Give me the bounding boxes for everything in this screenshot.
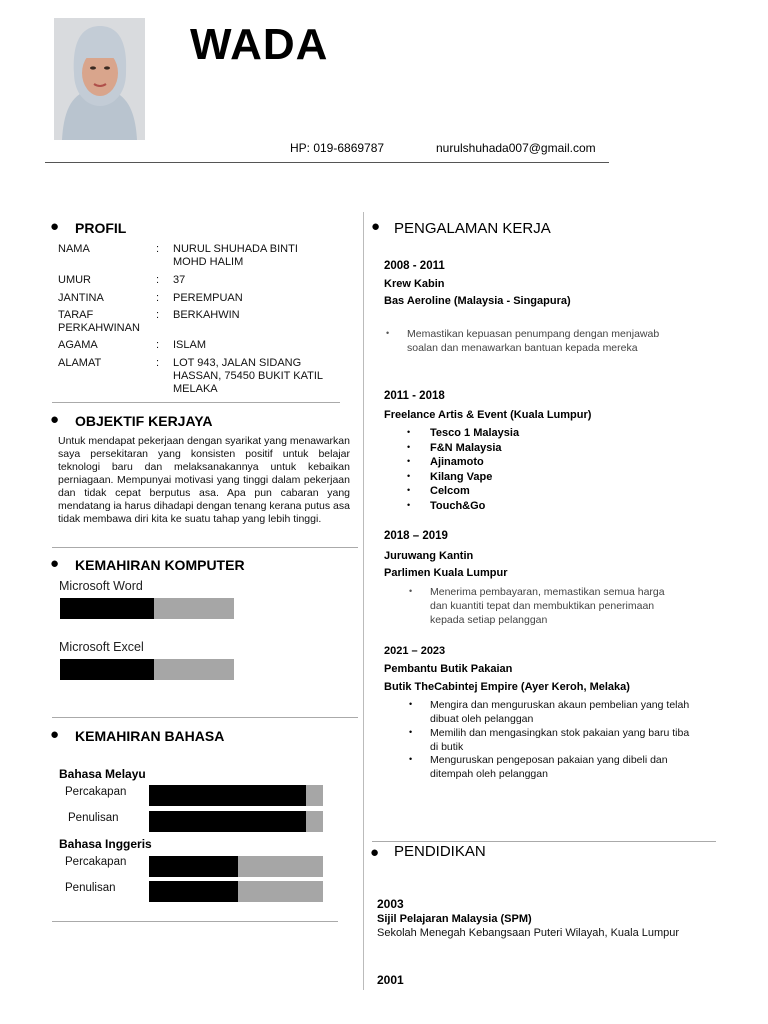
phone-number: HP: 019-6869787	[290, 141, 385, 155]
language-name: Bahasa Inggeris	[59, 837, 152, 851]
section-bullet-icon: ●	[50, 218, 60, 235]
section-bullet-icon: ●	[50, 411, 60, 428]
profil-value: PEREMPUAN	[173, 292, 243, 304]
language-skill-label: Penulisan	[65, 882, 116, 894]
job-duty: Menerima pembayaran, memastikan semua harga dan kuantiti tepat dan membuktikan penerimaan kepada setiap pelanggan	[430, 586, 665, 626]
profil-value: 37	[173, 274, 186, 286]
job-role: Pembantu Butik Pakaian	[384, 663, 513, 675]
profil-sep: :	[156, 309, 160, 321]
section-title-profil: PROFIL	[75, 220, 127, 236]
profil-key: AGAMA	[58, 339, 98, 351]
profil-sep: :	[156, 339, 160, 351]
bullet-icon: •	[407, 470, 411, 481]
language-bar	[149, 785, 323, 806]
client-name: Celcom	[430, 485, 470, 497]
column-divider	[363, 212, 364, 990]
job-years: 2011 - 2018	[384, 390, 445, 402]
job-duty: Memilih dan mengasingkan stok pakaian yang baru tiba di butik	[430, 727, 690, 753]
language-bar-fill	[149, 856, 238, 877]
bullet-icon: •	[409, 754, 413, 764]
section-bullet-icon: ●	[370, 844, 380, 861]
section-divider	[52, 921, 338, 922]
profil-sep: :	[156, 357, 160, 369]
education-year: 2001	[377, 973, 404, 987]
skill-bar	[60, 659, 234, 680]
education-school: Sekolah Menegah Kebangsaan Puteri Wilayah, Kuala Lumpur	[377, 927, 680, 939]
job-years: 2018 – 2019	[384, 530, 448, 542]
profil-key: ALAMAT	[58, 357, 102, 369]
job-role: Freelance Artis & Event (Kuala Lumpur)	[384, 409, 592, 421]
education-qualification: Sijil Pelajaran Malaysia (SPM)	[377, 913, 532, 925]
language-bar	[149, 811, 323, 832]
bullet-icon: •	[409, 586, 413, 596]
job-duty: Menguruskan pengeposan pakaian yang dibeli dan ditempah oleh pelanggan	[430, 754, 668, 780]
profil-value: LOT 943, JALAN SIDANG HASSAN, 75450 BUKIT KATIL MELAKA	[173, 357, 323, 395]
bullet-icon: •	[409, 727, 413, 737]
bullet-icon: •	[407, 485, 411, 495]
job-role: Krew Kabin	[384, 278, 445, 290]
profil-key: NAMA	[58, 243, 90, 255]
skill-label: Microsoft Word	[59, 579, 143, 593]
profil-value: ISLAM	[173, 339, 207, 351]
section-divider	[52, 402, 340, 403]
skill-bar-fill	[60, 659, 154, 680]
client-name: Ajinamoto	[430, 456, 484, 468]
job-years: 2008 - 2011	[384, 260, 445, 272]
skill-bar	[60, 598, 234, 619]
job-duty: Memastikan kepuasan penumpang dengan menjawab soalan dan menawarkan bantuan kepada mereka	[407, 328, 660, 354]
skill-label: Microsoft Excel	[59, 640, 144, 654]
client-name: Touch&Go	[430, 499, 486, 512]
profile-photo	[54, 18, 145, 140]
skill-bar-fill	[60, 598, 154, 619]
candidate-name: WADA	[190, 20, 329, 69]
education-year: 2003	[377, 897, 404, 911]
job-years: 2021 – 2023	[384, 645, 446, 657]
language-skill-label: Percakapan	[65, 856, 127, 868]
section-title-pengalaman: PENGALAMAN KERJA	[394, 220, 551, 237]
job-company: Parlimen Kuala Lumpur	[384, 567, 508, 579]
language-bar-fill	[149, 785, 306, 806]
client-name: Tesco 1 Malaysia	[430, 427, 520, 439]
objektif-text: Untuk mendapat pekerjaan dengan syarikat yang menawarkan saya persekitaran yang konsisten positif untuk belajar teknologi baru dan melaksanakannya untuk kebaikan perniagaan. Mempunyai motivasi yang tinggi dalam pekerjaan dan tidak cepat berputus asa. Apa pun cabaran yang mendatang ia harus dihadapi dengan tenang kerana putus asa tidak membawa diri kita ke suatu tahap yang lebih tinggi.	[58, 435, 350, 525]
language-bar	[149, 856, 323, 877]
bullet-icon: •	[407, 441, 411, 452]
client-name: Kilang Vape	[430, 470, 493, 483]
section-title-komputer: KEMAHIRAN KOMPUTER	[75, 557, 245, 573]
header-divider	[45, 162, 609, 163]
section-bullet-icon: ●	[371, 218, 381, 235]
profil-sep: :	[156, 292, 160, 304]
section-bullet-icon: ●	[50, 726, 60, 743]
language-skill-label: Penulisan	[68, 812, 119, 824]
language-bar	[149, 881, 323, 902]
job-company: Bas Aeroline (Malaysia - Singapura)	[384, 295, 571, 307]
profil-value: NURUL SHUHADA BINTI MOHD HALIM	[173, 243, 298, 268]
bullet-icon: •	[407, 456, 411, 466]
section-title-pendidikan: PENDIDIKAN	[394, 843, 486, 860]
profil-key: TARAF PERKAHWINAN	[58, 309, 140, 334]
section-divider	[52, 547, 358, 548]
section-divider	[372, 841, 716, 842]
job-duty: Mengira dan menguruskan akaun pembelian yang telah dibuat oleh pelanggan	[430, 699, 690, 725]
client-name: F&N Malaysia	[430, 441, 502, 454]
bullet-icon: •	[386, 328, 390, 338]
section-divider	[52, 717, 358, 718]
job-role: Juruwang Kantin	[384, 550, 474, 562]
profil-sep: :	[156, 243, 160, 255]
bullet-icon: •	[407, 427, 411, 437]
email-address: nurulshuhada007@gmail.com	[436, 141, 596, 155]
job-company: Butik TheCabintej Empire (Ayer Keroh, Melaka)	[384, 681, 630, 693]
profil-sep: :	[156, 274, 160, 286]
profil-key: JANTINA	[58, 292, 104, 304]
section-title-objektif: OBJEKTIF KERJAYA	[75, 413, 213, 429]
language-name: Bahasa Melayu	[59, 767, 146, 781]
language-skill-label: Percakapan	[65, 786, 127, 798]
language-bar-fill	[149, 881, 238, 902]
profil-key: UMUR	[58, 274, 91, 286]
language-bar-fill	[149, 811, 306, 832]
section-bullet-icon: ●	[50, 555, 60, 572]
bullet-icon: •	[409, 699, 413, 709]
section-title-bahasa: KEMAHIRAN BAHASA	[75, 728, 225, 744]
bullet-icon: •	[407, 499, 411, 510]
profil-value: BERKAHWIN	[173, 309, 240, 321]
